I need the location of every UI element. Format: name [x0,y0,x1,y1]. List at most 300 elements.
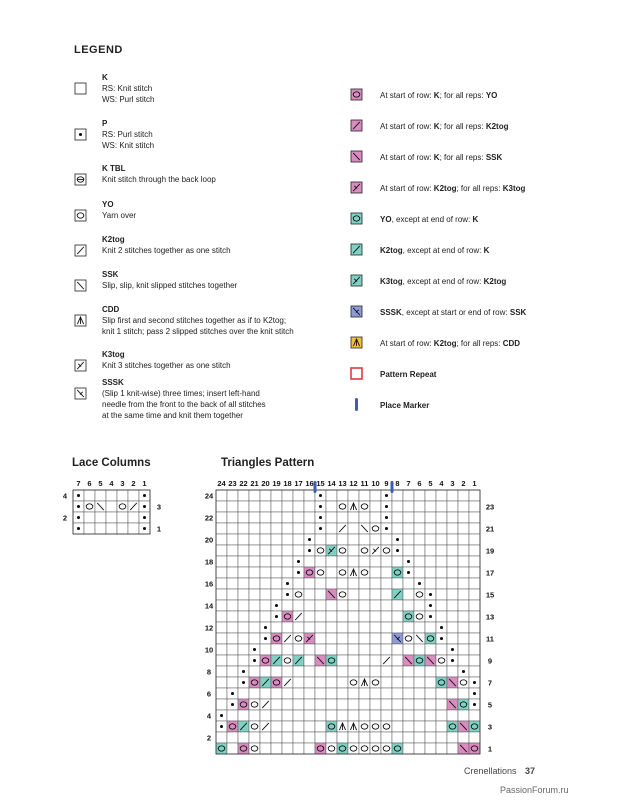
chart-cell [436,622,447,633]
chart-cell [370,512,381,523]
legend-color-item [350,111,610,142]
chart-cell [425,567,436,578]
chart-cell [238,523,249,534]
column-number: 15 [316,479,325,488]
chart-cell [238,490,249,501]
legend-text [380,215,478,224]
chart-cell [370,732,381,743]
chart-cell [293,600,304,611]
chart-cell [392,710,403,721]
chart-cell [238,622,249,633]
chart-cell [370,710,381,721]
legend-item-k2tog [74,234,344,260]
chart-cell [249,699,260,710]
dot-icon [74,128,87,141]
chart-cell [403,534,414,545]
chart-cell [315,556,326,567]
chart-cell [447,600,458,611]
chart-cell [392,677,403,688]
chart-cell [447,732,458,743]
chart-cell [447,589,458,600]
legend-text-part: K2tog [483,277,507,286]
chart-cell [271,732,282,743]
chart-cell [293,666,304,677]
chart-cell [326,699,337,710]
cdd-icon [350,336,363,349]
chart-cell [227,732,238,743]
chart-cell [227,523,238,534]
chart-cell [260,556,271,567]
legend-color-item [350,142,610,173]
chart-cell [315,512,326,523]
chart-cell [117,490,128,501]
legend-text [102,304,344,337]
chart-cell [403,501,414,512]
column-number: 11 [360,479,369,488]
chart-cell [260,721,271,732]
chart-cell [469,512,480,523]
chart-cell [326,677,337,688]
chart-cell [315,589,326,600]
chart-cell [326,567,337,578]
chart-cell [381,611,392,622]
chart-cell [227,699,238,710]
chart-cell [282,589,293,600]
chart-cell [403,589,414,600]
row-number: 15 [485,590,495,600]
legend-symbol [350,398,380,413]
chart-cell [436,501,447,512]
chart-cell [282,710,293,721]
chart-cell [293,721,304,732]
chart-cell [447,545,458,556]
chart-cell [447,677,458,688]
chart-cell [326,589,337,600]
chart-cell [73,523,84,534]
chart-cell [458,600,469,611]
legend-item-line: knit 1 stitch; pass 2 slipped stitches over the knit stitch [102,327,294,336]
chart-cell [282,688,293,699]
chart-cell [227,622,238,633]
chart-cell [469,523,480,534]
cdd-icon [74,314,87,327]
legend-text [380,339,520,348]
chart-cell [304,633,315,644]
chart-cell [271,666,282,677]
legend-text [380,246,489,255]
chart-cell [326,512,337,523]
chart-cell [392,512,403,523]
chart-cell [227,589,238,600]
legend-text-part: ; for all reps: [439,122,486,131]
chart-cell [227,490,238,501]
chart-cell [271,743,282,754]
chart-cell [260,490,271,501]
sssk-icon [74,387,87,400]
chart-cell [414,501,425,512]
chart-cell [271,589,282,600]
chart-cell [216,743,227,754]
chart-cell [238,501,249,512]
chart-cell [227,633,238,644]
chart-cell [326,655,337,666]
chart-cell [381,501,392,512]
chart-cell [249,501,260,512]
chart-cell [315,501,326,512]
chart-cell [260,534,271,545]
chart-cell [315,567,326,578]
chart-cell [381,567,392,578]
chart-cell [238,743,249,754]
chart-cell [326,611,337,622]
chart-cell [337,688,348,699]
chart-cell [447,501,458,512]
chart-cell [381,512,392,523]
chart-cell [84,523,95,534]
chart-cell [282,611,293,622]
chart-cell [469,490,480,501]
chart-cell [106,490,117,501]
chart-cell [414,710,425,721]
footer-section: Crenellations [464,766,517,776]
page-footer [464,766,535,776]
chart-cell [414,600,425,611]
chart-cell [326,600,337,611]
chart-cell [403,666,414,677]
chart-cell [293,699,304,710]
chart-cell [425,721,436,732]
chart-cell [359,622,370,633]
chart-cell [425,501,436,512]
column-number: 4 [109,479,114,488]
chart-cell [260,644,271,655]
k2tog-icon [74,244,87,257]
legend-symbol [74,269,102,295]
chart-cell [458,512,469,523]
chart-cell [315,710,326,721]
chart-cell [304,721,315,732]
legend-text-part: At start of row: [380,122,434,131]
chart-cell [392,600,403,611]
chart-cell [414,589,425,600]
chart-cell [469,567,480,578]
chart-cell [249,534,260,545]
column-number: 14 [327,479,336,488]
chart-cell [293,622,304,633]
chart-cell [326,578,337,589]
chart-cell [238,732,249,743]
legend-color-item [350,297,610,328]
legend-text [102,118,344,151]
triangles-title: Triangles Pattern [221,457,315,469]
chart-cell [458,688,469,699]
chart-cell [282,512,293,523]
legend-text [380,122,509,131]
legend-text-part: SSSK [380,308,402,317]
chart-cell [392,578,403,589]
chart-cell [469,589,480,600]
chart-cell [447,721,458,732]
chart-cell [392,622,403,633]
page-number: 37 [525,766,536,776]
chart-cell [260,578,271,589]
column-number: 7 [76,479,81,488]
chart-cell [403,545,414,556]
chart-cell [293,611,304,622]
chart-cell [216,655,227,666]
chart-cell [249,721,260,732]
legend-text [102,199,344,221]
chart-cell [271,622,282,633]
chart-cell [227,512,238,523]
row-number: 14 [204,601,214,611]
row-number: 1 [487,744,493,754]
chart-cell [304,501,315,512]
chart-cell [293,490,304,501]
chart-cell [282,721,293,732]
chart-cell [216,490,227,501]
chart-cell [381,688,392,699]
chart-cell [436,578,447,589]
chart-cell [260,545,271,556]
chart-cell [117,501,128,512]
chart-cell [216,732,227,743]
chart-cell [282,545,293,556]
chart-cell [326,732,337,743]
chart-cell [249,490,260,501]
chart-cell [436,699,447,710]
chart-cell [238,611,249,622]
legend-item-line: WS: Knit stitch [102,141,155,150]
chart-cell [326,534,337,545]
chart-cell [326,633,337,644]
chart-cell [326,523,337,534]
chart-cell [348,655,359,666]
chart-cell [447,655,458,666]
chart-cell [227,677,238,688]
chart-cell [337,633,348,644]
chart-cell [348,688,359,699]
legend-text-part: YO [485,91,498,100]
k2tog-icon [350,243,363,256]
chart-cell [359,732,370,743]
chart-cell [304,567,315,578]
chart-cell [359,677,370,688]
chart-cell [447,534,458,545]
chart-cell [425,534,436,545]
chart-cell [304,534,315,545]
chart-cell [238,721,249,732]
chart-cell [425,699,436,710]
chart-cell [370,545,381,556]
column-number: 20 [261,479,270,488]
chart-cell [425,523,436,534]
chart-cell [271,600,282,611]
column-number: 1 [472,479,477,488]
chart-cell [436,688,447,699]
chart-cell [458,666,469,677]
chart-cell [315,578,326,589]
chart-cell [271,688,282,699]
legend-symbol [350,88,380,103]
legend-text-part: K3tog [380,277,403,286]
triangles-chart [204,476,564,761]
chart-cell [271,655,282,666]
chart-cell [458,677,469,688]
place-marker [314,481,317,493]
chart-cell [348,710,359,721]
chart-cell [337,501,348,512]
chart-cell [370,578,381,589]
legend-text-part: K2tog [485,122,509,131]
chart-cell [469,611,480,622]
chart-cell [348,677,359,688]
chart-cell [260,501,271,512]
chart-cell [260,523,271,534]
legend-symbol [74,163,102,189]
repeat-icon [350,367,363,380]
chart-cell [414,534,425,545]
chart-cell [348,490,359,501]
legend-symbol [350,336,380,351]
legend-text-part: K [472,215,479,224]
legend-item-line: RS: Knit stitch [102,84,153,93]
lace-columns-chart [56,476,186,546]
chart-cell [216,589,227,600]
chart-cell [337,545,348,556]
chart-cell [249,578,260,589]
chart-cell [216,523,227,534]
chart-cell [271,721,282,732]
chart-cell [249,688,260,699]
column-number: 18 [283,479,292,488]
chart-cell [414,545,425,556]
chart-cell [447,644,458,655]
ssk-icon [350,150,363,163]
legend-symbol [350,274,380,289]
chart-cell [282,490,293,501]
chart-cell [469,655,480,666]
chart-cell [414,611,425,622]
chart-cell [73,501,84,512]
legend-symbol [74,349,102,375]
chart-cell [216,710,227,721]
chart-cell [348,501,359,512]
chart-cell [293,523,304,534]
chart-cell [216,688,227,699]
chart-cell [436,512,447,523]
legend-symbol [74,118,102,144]
chart-cell [458,633,469,644]
chart-cell [370,721,381,732]
chart-cell [304,556,315,567]
chart-cell [106,512,117,523]
legend-symbol [350,181,380,196]
chart-cell [469,688,480,699]
row-number: 4 [62,491,68,501]
chart-cell [139,490,150,501]
chart-cell [458,699,469,710]
chart-cell [403,512,414,523]
chart-cell [447,622,458,633]
column-number: 8 [395,479,400,488]
chart-cell [95,490,106,501]
chart-cell [315,677,326,688]
chart-cell [370,589,381,600]
chart-cell [414,743,425,754]
legend-color-item [350,266,610,297]
chart-cell [271,567,282,578]
chart-cell [84,512,95,523]
column-number: 3 [450,479,455,488]
chart-cell [293,556,304,567]
legend-text-part: ; for all reps: [456,184,503,193]
legend-item-line: RS: Purl stitch [102,130,153,139]
chart-cell [370,534,381,545]
chart-cell [447,567,458,578]
chart-cell [337,600,348,611]
chart-cell [403,490,414,501]
chart-cell [381,732,392,743]
chart-cell [315,633,326,644]
chart-cell [359,743,370,754]
legend-symbol [350,119,380,134]
chart-cell [139,512,150,523]
sssk-icon [350,305,363,318]
legend-symbol [350,212,380,227]
chart-cell [216,699,227,710]
row-number: 22 [204,513,214,523]
chart-cell [425,710,436,721]
chart-cell [216,666,227,677]
chart-cell [348,644,359,655]
chart-cell [282,578,293,589]
chart-cell [403,556,414,567]
chart-cell [326,666,337,677]
chart-cell [370,600,381,611]
chart-cell [249,710,260,721]
watermark: PassionForum.ru [500,785,569,795]
chart-cell [271,578,282,589]
chart-cell [359,611,370,622]
chart-cell [128,523,139,534]
chart-cell [260,732,271,743]
chart-cell [370,688,381,699]
chart-cell [359,600,370,611]
chart-cell [414,655,425,666]
chart-cell [337,523,348,534]
chart-cell [392,534,403,545]
chart-cell [359,556,370,567]
chart-cell [469,600,480,611]
chart-cell [238,545,249,556]
chart-cell [403,644,414,655]
chart-cell [370,677,381,688]
chart-cell [414,622,425,633]
chart-cell [249,743,260,754]
chart-cell [436,743,447,754]
chart-cell [392,545,403,556]
chart-cell [348,534,359,545]
chart-cell [216,501,227,512]
chart-cell [381,721,392,732]
legend-text-part: , except at end of row: [391,215,473,224]
blank-icon [74,82,87,95]
chart-cell [95,512,106,523]
chart-cell [436,600,447,611]
chart-cell [271,545,282,556]
chart-cell [95,501,106,512]
